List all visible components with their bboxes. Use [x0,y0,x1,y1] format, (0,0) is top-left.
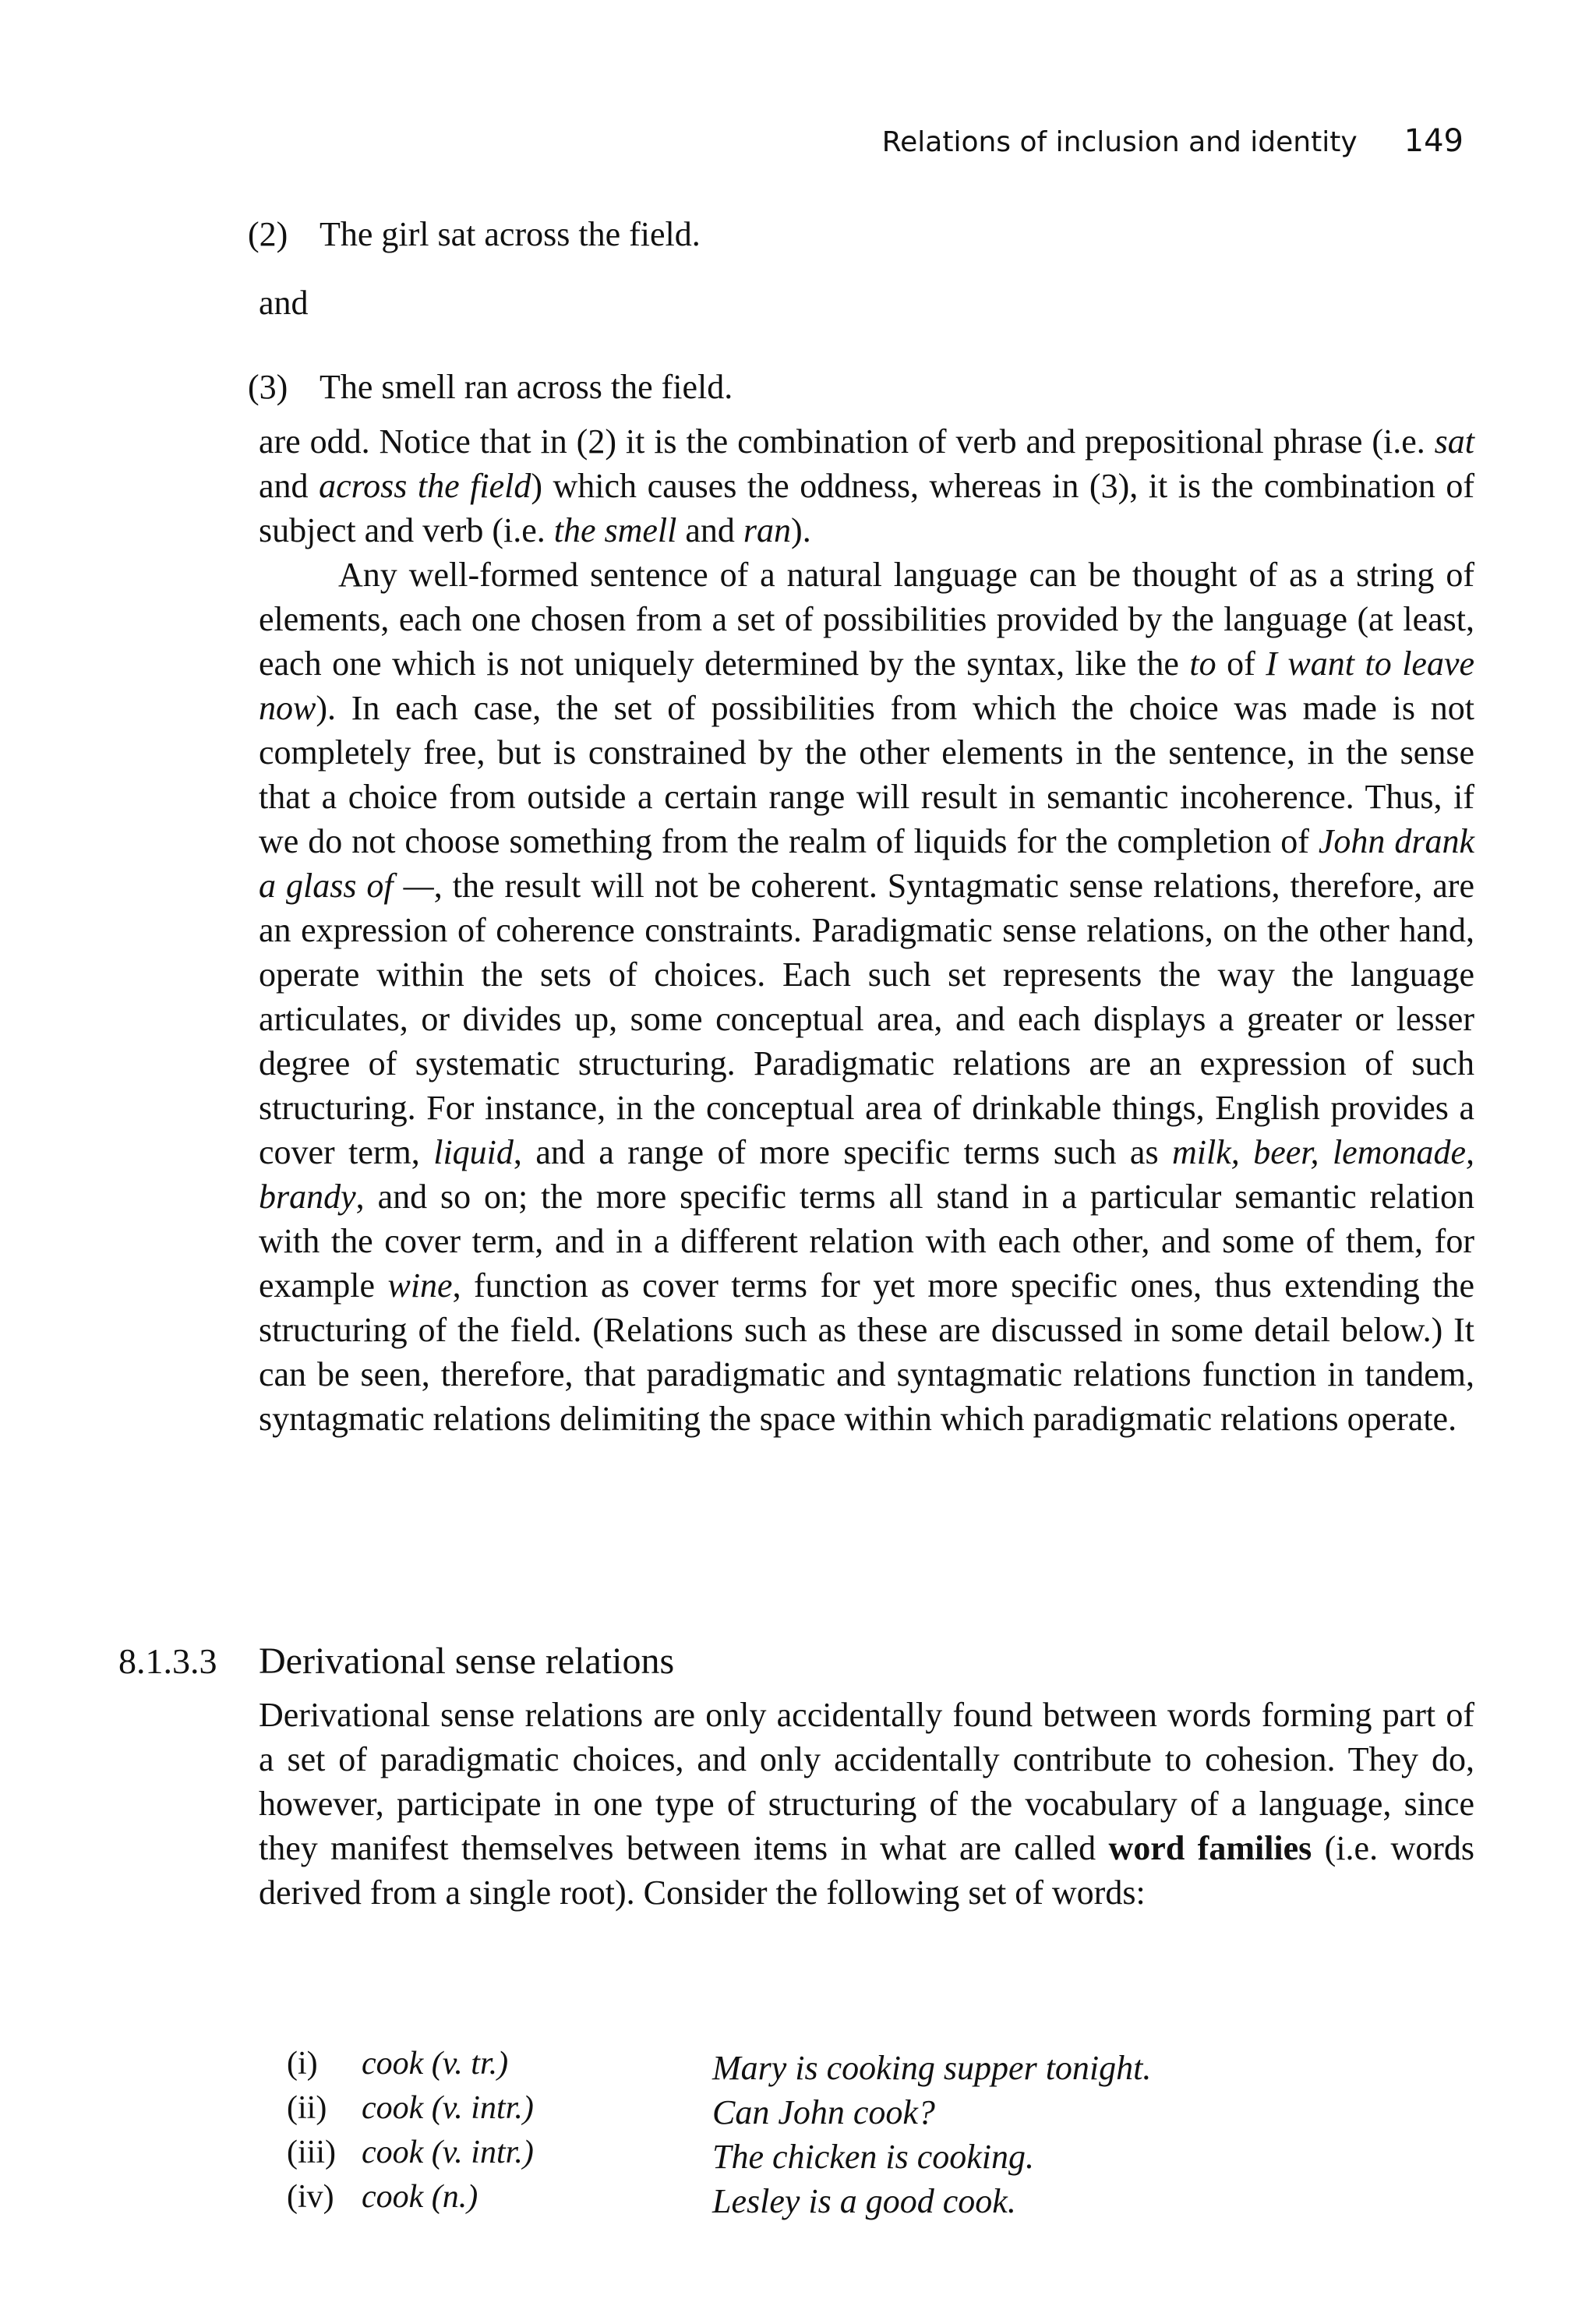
list-item-number: (ii) [287,2090,327,2126]
list-item-example: Lesley is a good cook. [712,2182,1016,2220]
p1-text-1: are odd. Notice that in (2) it is the combination of verb and prepositional phrase (i.e. [259,422,1435,461]
paragraph-1 [259,419,1474,553]
p2-italic-3: John drank a glass of — [259,822,1474,905]
p2-text-6: , and so on; the more specific terms all stand in a particular semantic relation with the cover term, and in a different relation with each other, and some of them, for example [259,1178,1474,1305]
example-3-label: (3) [248,368,288,406]
list-item [287,2046,1151,2090]
p3-text-2: (i.e. words derived from a single root). Consider the following set of words: [259,1829,1474,1912]
list-item [287,2090,1151,2135]
p2-italic-2: I want to leave now [259,644,1475,727]
p1-italic-2: across the field [319,467,531,505]
p2-text-4: , the result will not be coherent. Syntagmatic sense relations, therefore, are an expression of coherence constraints. Paradigmatic sense relations, on the other hand, operate within the sets of choices. Each such set represents the way the language articulates, or divides up, some conceptual area, and each displays a greater or lesser degree of systematic structuring. Paradigmatic relations are an expression of such structuring. For instance, in the conceptual area of drinkable things, English provides a cover term, [259,867,1474,1171]
example-2 [248,212,701,256]
body-text-block [259,419,1474,1441]
paragraph-2 [259,553,1474,1441]
list-item-number: (iv) [287,2179,334,2215]
list-item [287,2135,1151,2179]
p2-italic-6: wine [387,1266,453,1305]
p1-text-4: and [676,511,743,549]
word-family-list [287,2046,1151,2223]
p1-italic-3: the smell [553,511,677,549]
example-connector: and [259,284,309,322]
example-2-text: The girl sat across the field. [320,215,701,253]
list-item-example: Can John cook? [712,2093,935,2131]
running-title: Relations of inclusion and identity [881,126,1358,158]
list-item-word: cook (n.) [362,2179,478,2215]
list-item-word: cook (v. intr.) [362,2135,534,2170]
p2-italic-1: to [1189,644,1216,683]
p1-italic-1: sat [1434,422,1474,461]
p1-text-3: ) which causes the oddness, whereas in (3), it is the combination of subject and verb (i.e. [259,467,1475,549]
section-title: Derivational sense relations [259,1640,675,1682]
example-2-label: (2) [248,215,288,253]
list-item-example: Mary is cooking supper tonight. [712,2049,1152,2087]
p1-text-2: and [259,467,320,505]
p2-italic-5: milk, beer, lemonade, brandy [259,1133,1475,1216]
p2-text-1: Any well-formed sentence of a natural language can be thought of as a string of elements, each one chosen from a set of possibilities provided by the language (at least, each one which is not uniquely determined by the syntax, like the [259,556,1474,683]
p1-text-5: ). [791,511,811,549]
p3-text-1: Derivational sense relations are only accidentally found between words forming part of a set of paradigmatic choices, and only accidentally contribute to cohesion. They do, however, participate in one type of structuring of the vocabulary of a language, since they manifest themselves between items in what are called [259,1696,1474,1867]
list-item-word: cook (v. intr.) [362,2090,534,2126]
p2-italic-4: liquid [433,1133,514,1171]
list-item [287,2179,1151,2223]
list-item-word: cook (v. tr.) [362,2046,509,2082]
list-item-example: The chicken is cooking. [712,2138,1034,2176]
p2-text-7: , function as cover terms for yet more specific ones, thus extending the structuring of the field. (Relations such as these are discussed in some detail below.) It can be seen, therefore, that paradigmatic and syntagmatic relations function in tandem, syntagmatic relations delimiting the space within which paradigmatic relations operate. [259,1266,1474,1438]
p2-text-3: ). In each case, the set of possibilities from which the choice was made is not completely free, but is constrained by the other elements in the sentence, in the sense that a choice from outside a certain range will result in semantic incoherence. Thus, if we do not choose something from the realm of liquids for the completion of [259,689,1474,860]
p1-italic-4: ran [743,511,792,549]
p2-text-5: , and a range of more specific terms such as [513,1133,1173,1171]
paragraph-3 [259,1693,1474,1915]
section-number: 8.1.3.3 [118,1641,217,1681]
list-item-number: (iii) [287,2135,336,2170]
list-item-number: (i) [287,2046,318,2082]
p2-text-2: of [1216,644,1266,683]
example-3-text: The smell ran across the field. [320,368,733,406]
page-number: 149 [1404,123,1464,159]
running-header [871,123,1464,161]
p3-bold-term: word families [1108,1829,1312,1867]
example-3 [248,365,733,409]
